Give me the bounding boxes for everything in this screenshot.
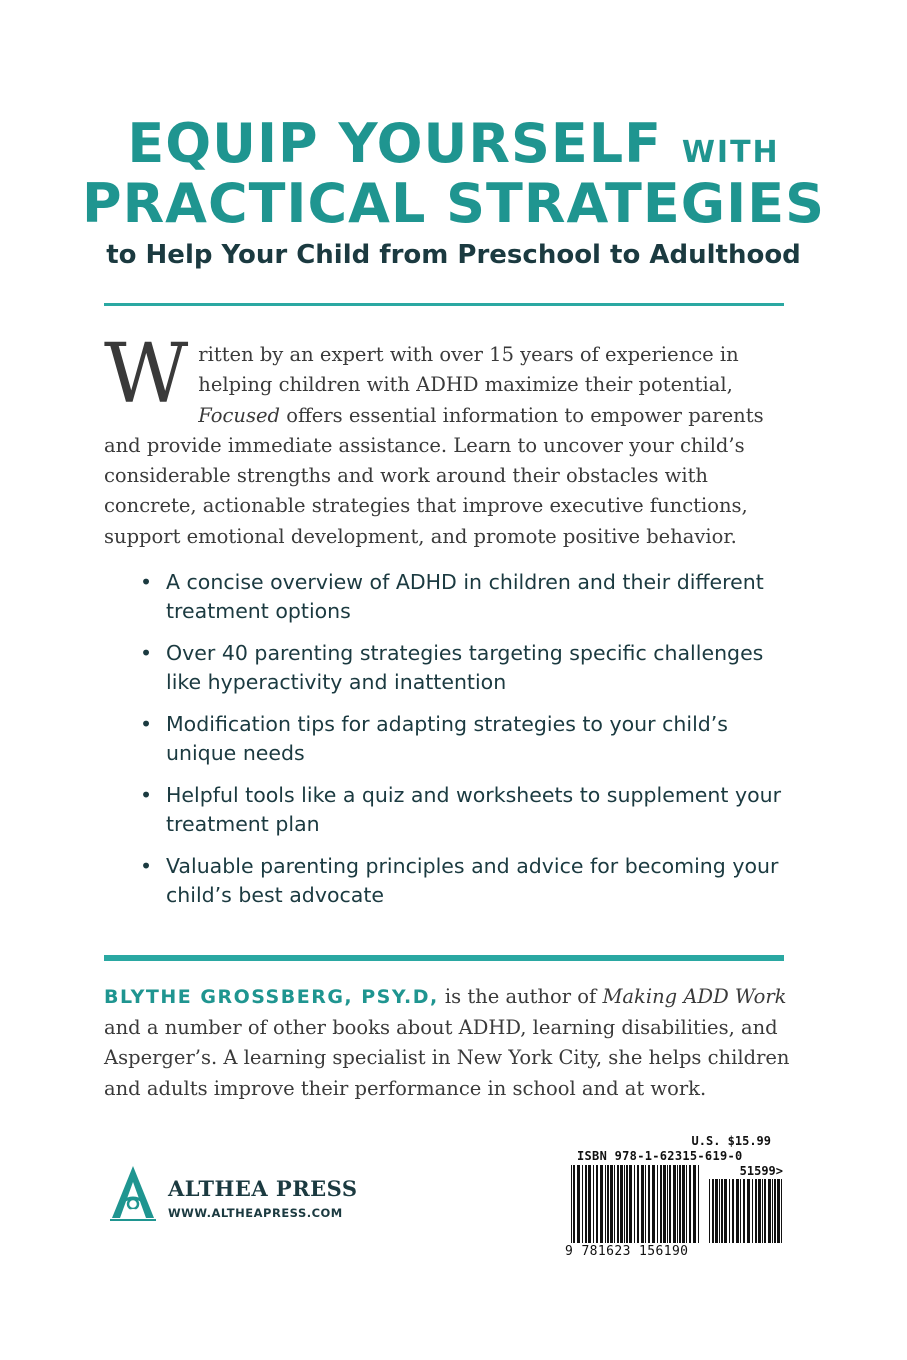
headline-line-2: PRACTICAL STRATEGIES (82, 172, 825, 235)
list-item (140, 568, 790, 626)
author-bio-text-2: and a number of other books about ADHD, learning disabilities, and Asperger’s. A learning specialist in New York City, she helps children and adults improve their performance in school and at work. (104, 1015, 790, 1100)
list-item-text: Valuable parenting principles and advice for becoming your child’s best advocate (166, 854, 779, 907)
list-item-text: Modification tips for adapting strategies to your child’s unique needs (166, 712, 728, 765)
list-item (140, 781, 790, 839)
headline-line-1 (0, 112, 907, 175)
headline-big-text: EQUIP YOURSELF (127, 112, 663, 175)
intro-paragraph (104, 327, 784, 552)
barcode-addon-code: 51599> (739, 1164, 783, 1178)
intro-text-before: ritten by an expert with over 15 years of experience in helping children with ADHD maximize their potential, (198, 343, 739, 397)
barcode-panel (563, 1132, 791, 1262)
author-name: BLYTHE GROSSBERG, PSY.D, (104, 986, 439, 1008)
bullet-icon: • (140, 712, 153, 736)
intro-book-title: Focused (198, 403, 281, 427)
author-bio-text-1: is the author of (438, 985, 603, 1008)
isbn-label: ISBN 978-1-62315-619-0 (577, 1149, 743, 1163)
list-item (140, 639, 790, 697)
bullet-icon: • (140, 854, 153, 878)
divider-thin (104, 303, 784, 306)
author-book-title: Making ADD Work (602, 985, 787, 1008)
list-item-text: Helpful tools like a quiz and worksheets to supplement your treatment plan (166, 783, 782, 836)
bullet-icon: • (140, 641, 153, 665)
feature-list (140, 568, 790, 923)
author-bio (104, 982, 794, 1104)
publisher-url: WWW.ALTHEAPRESS.COM (168, 1206, 343, 1220)
divider-thick (104, 955, 784, 961)
publisher-name: ALTHEA PRESS (168, 1176, 358, 1201)
intro-text-after: offers essential information to empower parents and provide immediate assistance. Learn to uncover your child’s considerable strengths and work around their obstacles with concrete, actionable strategies that improve executive functions, support emotional development, and promote positive behavior. (104, 403, 764, 548)
althea-press-logo-icon (108, 1164, 158, 1222)
ean-number: 9 781623 156190 (565, 1244, 689, 1259)
barcode-addon-icon (709, 1179, 783, 1243)
barcode-main-icon (571, 1165, 701, 1243)
bullet-icon: • (140, 570, 153, 594)
price-label: U.S. $15.99 (691, 1134, 771, 1148)
subtitle: to Help Your Child from Preschool to Adulthood (106, 240, 801, 270)
list-item-text: A concise overview of ADHD in children and their different treatment options (166, 570, 764, 623)
drop-cap: W (104, 327, 189, 422)
list-item (140, 852, 790, 910)
bullet-icon: • (140, 783, 153, 807)
headline-small-text: WITH (681, 135, 780, 170)
list-item (140, 710, 790, 768)
list-item-text: Over 40 parenting strategies targeting specific challenges like hyperactivity and inattention (166, 641, 764, 694)
